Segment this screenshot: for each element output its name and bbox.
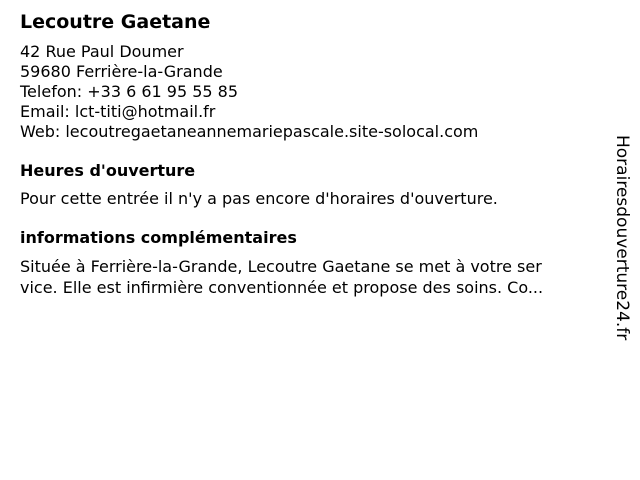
hours-text: Pour cette entrée il n'y a pas encore d'horaires d'ouverture.	[20, 189, 498, 208]
site-watermark: Horairesdouverture24.fr	[612, 135, 632, 341]
info-text-line-1: Située à Ferrière-la-Grande, Lecoutre Gaetane se met à votre ser	[20, 257, 542, 276]
address-city: 59680 Ferrière-la-Grande	[20, 62, 223, 81]
info-text-line-2: vice. Elle est infirmière conventionnée et propose des soins. Co...	[20, 278, 544, 297]
listing-title: Lecoutre Gaetane	[20, 11, 211, 33]
hours-heading: Heures d'ouverture	[20, 161, 196, 180]
address-street: 42 Rue Paul Doumer	[20, 42, 184, 61]
listing-content	[20, 10, 595, 298]
info-heading: informations complémentaires	[20, 228, 297, 247]
web-line[interactable]: Web: lecoutregaetaneannemariepascale.site-solocal.com	[20, 122, 479, 141]
email-line[interactable]: Email: lct-titi@hotmail.fr	[20, 102, 216, 121]
phone-line[interactable]: Telefon: +33 6 61 95 55 85	[20, 82, 239, 101]
